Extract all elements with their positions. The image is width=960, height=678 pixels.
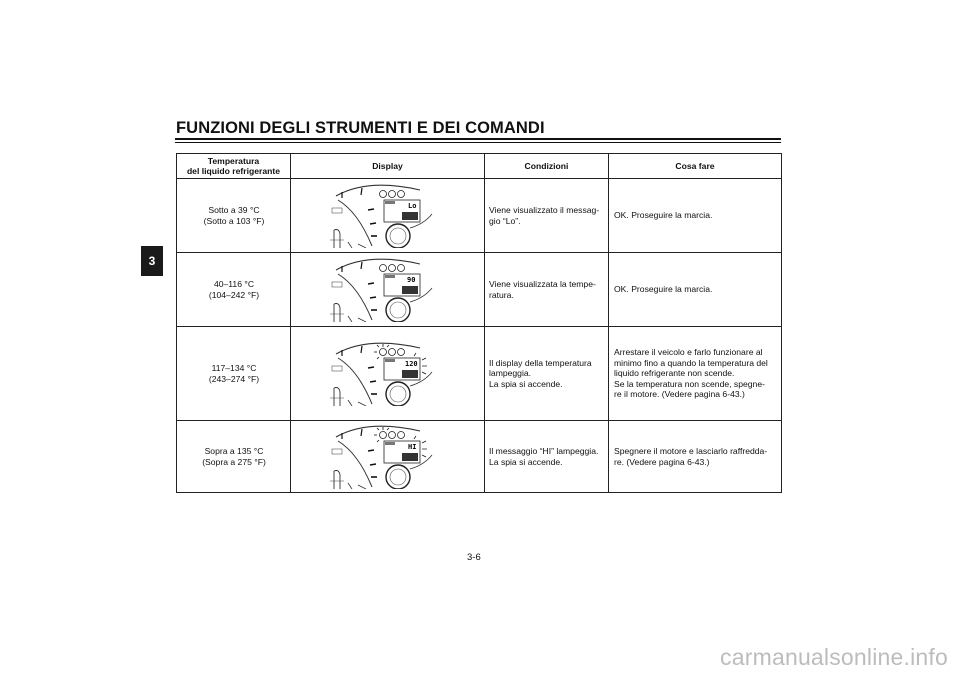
- condition-text: Viene visualizzata la tempe- ratura.: [485, 253, 609, 327]
- table-row: [177, 327, 782, 421]
- lcd-temperature-readout: 90: [406, 275, 415, 284]
- chapter-tab: 3: [141, 246, 163, 276]
- table-row: [177, 179, 782, 253]
- action-text: OK. Proseguire la marcia.: [609, 179, 782, 253]
- title-rule: [175, 138, 781, 140]
- display-illustration: [291, 421, 485, 493]
- action-text: OK. Proseguire la marcia.: [609, 253, 782, 327]
- page-title: FUNZIONI DEGLI STRUMENTI E DEI COMANDI: [176, 119, 545, 137]
- table-row: [177, 421, 782, 493]
- title-rule-thin: [175, 142, 781, 143]
- action-text: Spegnere il motore e lasciarlo raffredda- re. (Vedere pagina 6-43.): [609, 421, 782, 493]
- temperature-range: 117–134 °C (243–274 °F): [177, 327, 291, 421]
- condition-text: Viene visualizzato il messag- gio “Lo”.: [485, 179, 609, 253]
- dashboard-illustration: [328, 342, 448, 406]
- page-number: 3-6: [467, 552, 481, 563]
- dashboard-illustration: [328, 425, 448, 489]
- header-conditions: Condizioni: [485, 154, 609, 179]
- lcd-temperature-readout: 120: [404, 359, 418, 368]
- display-illustration: [291, 253, 485, 327]
- temperature-range: Sotto a 39 °C (Sotto a 103 °F): [177, 179, 291, 253]
- temperature-range: Sopra a 135 °C (Sopra a 275 °F): [177, 421, 291, 493]
- table-header-row: [177, 154, 782, 179]
- lcd-temperature-readout: HI: [407, 442, 416, 451]
- coolant-temperature-table: [176, 153, 782, 493]
- watermark: carmanualsonline.info: [720, 644, 948, 670]
- display-illustration: [291, 327, 485, 421]
- lcd-temperature-readout: Lo: [407, 201, 416, 210]
- condition-text: Il messaggio “HI” lampeggia. La spia si accende.: [485, 421, 609, 493]
- dashboard-illustration: [328, 258, 448, 322]
- temperature-range: 40–116 °C (104–242 °F): [177, 253, 291, 327]
- header-action: Cosa fare: [609, 154, 782, 179]
- display-illustration: [291, 179, 485, 253]
- condition-text: Il display della temperatura lampeggia. La spia si accende.: [485, 327, 609, 421]
- dashboard-illustration: [328, 184, 448, 248]
- table-row: [177, 253, 782, 327]
- action-text: Arrestare il veicolo e farlo funzionare al minimo fino a quando la temperatura del liquido refrigerante non scende. Se la temperatura non scende, spegne- re il motore. (Vedere pagina 6-43.): [609, 327, 782, 421]
- header-display: Display: [291, 154, 485, 179]
- header-temperature: Temperatura del liquido refrigerante: [177, 154, 291, 179]
